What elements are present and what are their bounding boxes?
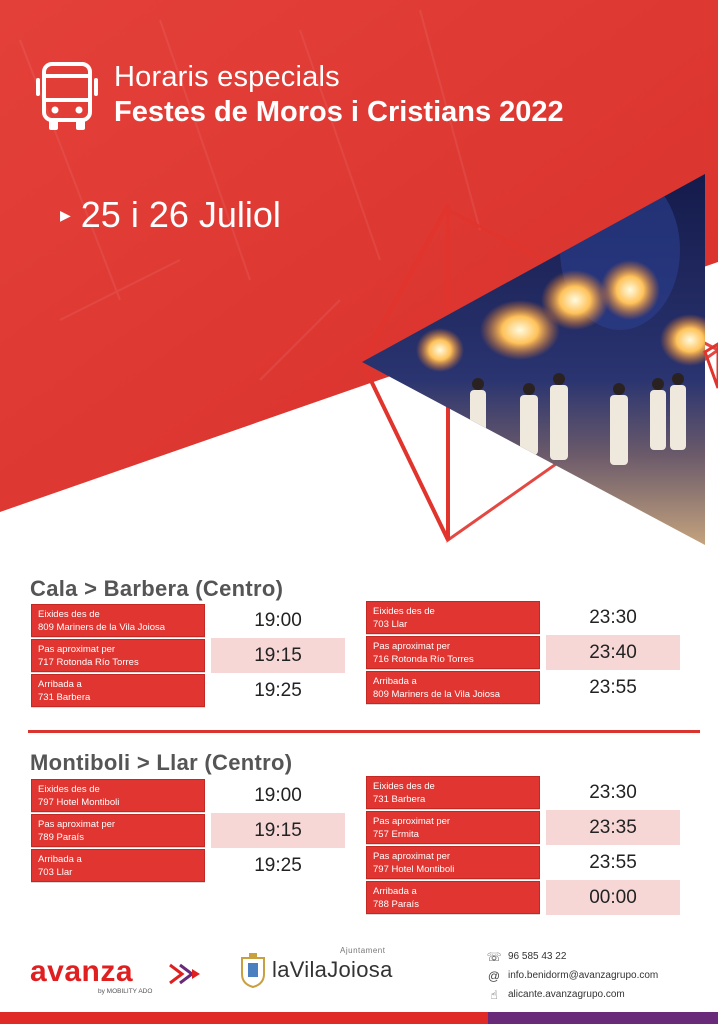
- stop-value: 809 Mariners de la Vila Joiosa: [373, 689, 501, 700]
- stop-label: Eixides des de: [38, 784, 100, 795]
- stop-value: 703 Llar: [38, 867, 73, 878]
- event-date: 25 i 26 Juliol: [80, 194, 281, 235]
- departure-time: 19:00: [254, 784, 302, 806]
- departure-time: 23:55: [589, 851, 637, 873]
- stop-list-outbound: [31, 604, 205, 709]
- title-line-2: Festes de Moros i Cristians 2022: [114, 96, 564, 128]
- council-name: laVilaJoiosa: [272, 957, 393, 982]
- stop-value: 703 Llar: [373, 619, 408, 630]
- stop-item: [366, 601, 540, 634]
- council-label: Ajuntament: [340, 946, 386, 955]
- time-list-outbound: [211, 603, 345, 708]
- play-arrow-icon: ▶: [60, 206, 71, 223]
- departure-time: 19:15: [211, 813, 345, 848]
- stop-list-return: [366, 601, 540, 706]
- bar-red-segment: [0, 1012, 488, 1024]
- departure-time: 19:00: [254, 609, 302, 631]
- bottom-color-bar: [0, 1012, 718, 1024]
- departure-time: 23:30: [589, 606, 637, 628]
- stop-item: [366, 671, 540, 704]
- stop-item: [31, 849, 205, 882]
- stop-value: 797 Hotel Montiboli: [38, 797, 120, 808]
- stop-value: 731 Barbera: [38, 692, 91, 703]
- brand-name: avanza: [30, 955, 134, 988]
- stop-value: 788 Paraís: [373, 899, 419, 910]
- bus-icon: [36, 60, 98, 132]
- time-list-return: [546, 600, 680, 705]
- email-link[interactable]: info.benidorm@avanzagrupo.com: [508, 970, 659, 981]
- stop-value: 717 Rotonda Río Torres: [38, 657, 139, 668]
- stop-label: Eixides des de: [373, 606, 435, 617]
- stop-label: Pas aproximat per: [373, 851, 451, 862]
- stop-item: [31, 604, 205, 637]
- contact-web: [486, 985, 658, 1004]
- time-list-return: [546, 775, 680, 915]
- departure-time: 23:35: [546, 810, 680, 845]
- stop-item: [366, 776, 540, 809]
- phone-icon: ☏: [486, 949, 502, 964]
- departure-time: 19:15: [211, 638, 345, 673]
- avanza-mark-icon: [168, 961, 202, 987]
- stop-label: Pas aproximat per: [373, 641, 451, 652]
- stop-item: [366, 636, 540, 669]
- stop-value: 731 Barbera: [373, 794, 426, 805]
- departure-time: 23:55: [589, 676, 637, 698]
- departure-time: 19:25: [254, 679, 302, 701]
- stop-label: Arribada a: [373, 886, 417, 897]
- departure-time: 00:00: [546, 880, 680, 915]
- brand-subtitle: by MOBILITY ADO: [98, 988, 153, 995]
- pointer-icon: ☝: [490, 987, 498, 1002]
- departure-time: 23:40: [546, 635, 680, 670]
- departure-time: 19:25: [254, 854, 302, 876]
- stop-label: Arribada a: [373, 676, 417, 687]
- stop-item: [31, 779, 205, 812]
- stop-value: 809 Mariners de la Vila Joiosa: [38, 622, 166, 633]
- council-logo: [240, 946, 393, 988]
- stop-label: Eixides des de: [373, 781, 435, 792]
- at-icon: @: [487, 968, 501, 983]
- contact-list: [486, 947, 658, 1004]
- time-list-outbound: [211, 778, 345, 883]
- avanza-logo: [30, 955, 153, 995]
- title-line-1: Horaris especials: [114, 61, 340, 93]
- web-link[interactable]: alicante.avanzagrupo.com: [508, 989, 625, 1000]
- stop-label: Arribada a: [38, 854, 82, 865]
- bar-purple-segment: [488, 1012, 718, 1024]
- title-block: [36, 60, 564, 132]
- stop-item: [31, 639, 205, 672]
- stop-list-return: [366, 776, 540, 916]
- stop-value: 789 Paraís: [38, 832, 84, 843]
- stop-label: Pas aproximat per: [373, 816, 451, 827]
- phone-number[interactable]: 96 585 43 22: [508, 951, 567, 962]
- section-divider: [28, 730, 700, 733]
- stop-item: [366, 881, 540, 914]
- stop-value: 716 Rotonda Río Torres: [373, 654, 474, 665]
- route-title: Montiboli > Llar (Centro): [30, 750, 293, 775]
- stop-value: 757 Ermita: [373, 829, 419, 840]
- stop-label: Eixides des de: [38, 609, 100, 620]
- stop-label: Pas aproximat per: [38, 644, 116, 655]
- stop-label: Arribada a: [38, 679, 82, 690]
- council-shield-icon: [240, 952, 266, 988]
- route-title: Cala > Barbera (Centro): [30, 576, 284, 601]
- stop-item: [31, 814, 205, 847]
- stop-item: [31, 674, 205, 707]
- contact-phone: [486, 947, 658, 966]
- date-line: [60, 194, 281, 236]
- departure-time: 23:30: [589, 781, 637, 803]
- stop-label: Pas aproximat per: [38, 819, 116, 830]
- stop-value: 797 Hotel Montiboli: [373, 864, 455, 875]
- contact-email: [486, 966, 658, 985]
- stop-item: [366, 811, 540, 844]
- stop-item: [366, 846, 540, 879]
- stop-list-outbound: [31, 779, 205, 884]
